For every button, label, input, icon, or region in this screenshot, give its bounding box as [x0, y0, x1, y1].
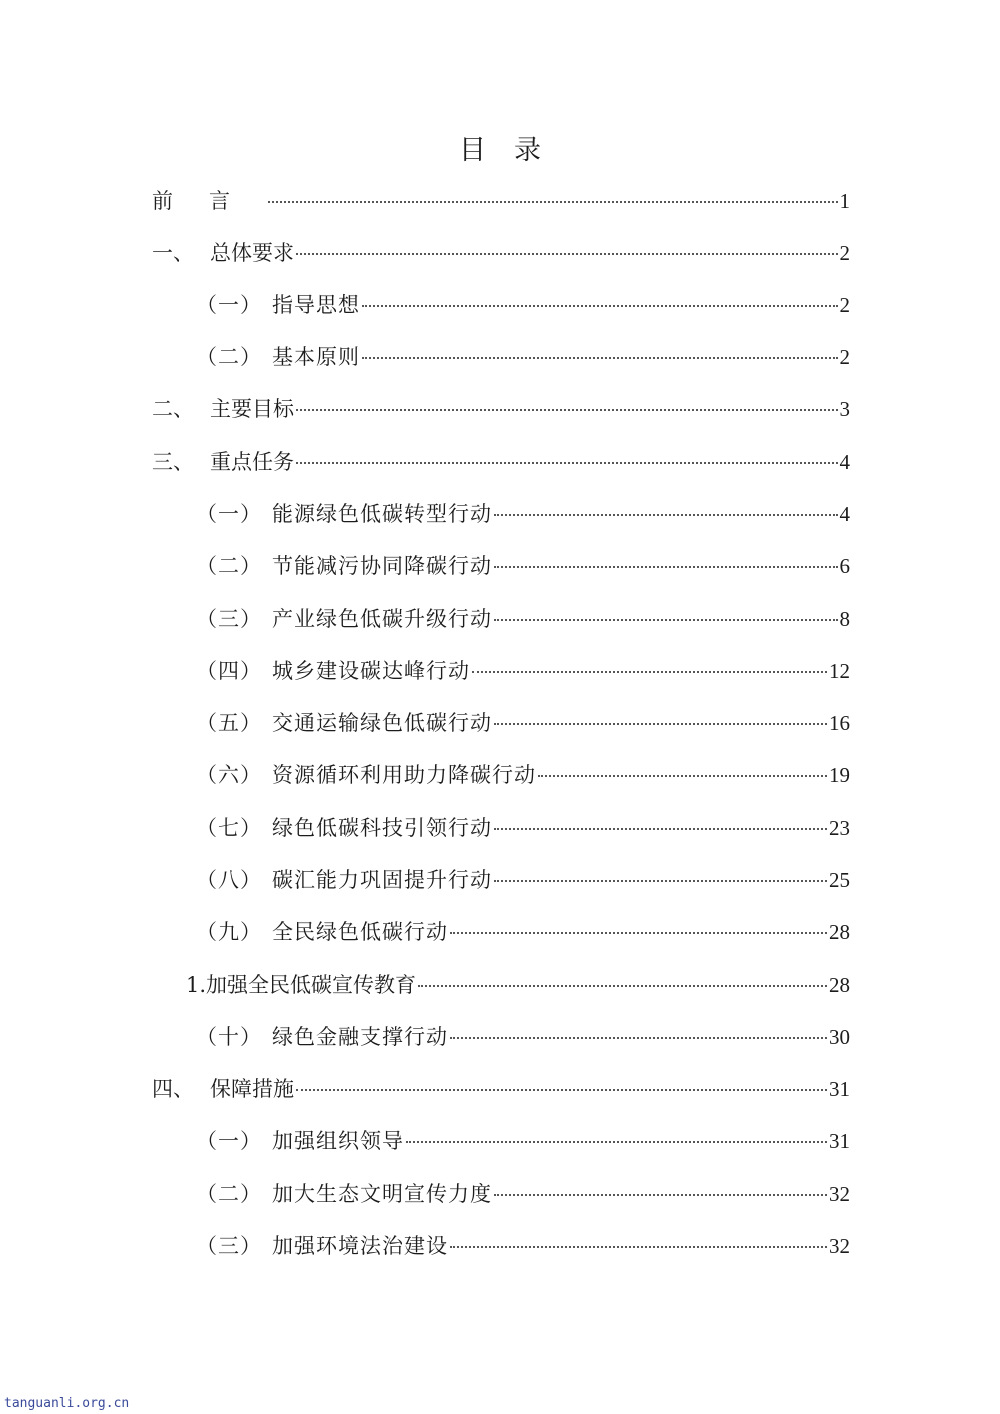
- toc-entry-text: 保障措施: [210, 1077, 294, 1101]
- toc-entry-number: 1.: [186, 973, 207, 997]
- toc-entry[interactable]: [152, 656, 850, 686]
- dot-leader: [538, 775, 827, 777]
- watermark: tanguanli.org.cn: [4, 1396, 130, 1411]
- toc-entry[interactable]: [152, 813, 850, 843]
- toc-entry-number: （五）: [196, 711, 262, 735]
- toc-entry-text: 主要目标: [210, 397, 294, 421]
- toc-entry-page: 1: [839, 189, 850, 213]
- toc-entry-page: 6: [839, 554, 850, 578]
- toc-entry-number: （二）: [196, 345, 262, 369]
- dot-leader: [450, 1246, 827, 1248]
- toc-entry-page: 4: [839, 502, 850, 526]
- dot-leader: [296, 409, 838, 411]
- page-title: 目录: [459, 135, 569, 166]
- dot-leader: [494, 1194, 827, 1196]
- toc-entry-text: 资源循环利用助力降碳行动: [272, 763, 536, 787]
- toc-entry-number: 四、: [152, 1077, 194, 1101]
- toc-entry-text: 总体要求: [210, 241, 294, 265]
- toc-entry-number: （一）: [196, 293, 262, 317]
- toc-entry-number: （二）: [196, 554, 262, 578]
- toc-entry[interactable]: [152, 290, 850, 320]
- toc-entry-page: 31: [829, 1077, 850, 1101]
- dot-leader: [472, 671, 827, 673]
- dot-leader: [494, 828, 827, 830]
- toc-entry-number: （七）: [196, 816, 262, 840]
- toc-entry-number: （三）: [196, 1234, 262, 1258]
- toc-entry-page: 4: [839, 450, 850, 474]
- toc-entry-page: 2: [839, 241, 850, 265]
- dot-leader: [450, 1037, 827, 1039]
- toc-entry-page: 28: [829, 920, 850, 944]
- toc-entry[interactable]: [152, 760, 850, 790]
- toc-entry-text: 碳汇能力巩固提升行动: [272, 868, 492, 892]
- toc-entry-page: 23: [829, 816, 850, 840]
- toc-entry[interactable]: [152, 1231, 850, 1261]
- toc-entry-text: 绿色金融支撑行动: [272, 1025, 448, 1049]
- dot-leader: [268, 201, 838, 203]
- dot-leader: [296, 1089, 827, 1091]
- dot-leader: [362, 305, 838, 307]
- toc-entry[interactable]: [152, 551, 850, 581]
- toc-entry[interactable]: [152, 1179, 850, 1209]
- toc-entry-text: 产业绿色低碳升级行动: [272, 607, 492, 631]
- dot-leader: [494, 566, 838, 568]
- toc-entry-text: 城乡建设碳达峰行动: [272, 659, 470, 683]
- toc-entry-text: 绿色低碳科技引领行动: [272, 816, 492, 840]
- toc-entry-text: 加强组织领导: [272, 1129, 404, 1153]
- toc-entry-number: （四）: [196, 659, 262, 683]
- toc-entry[interactable]: [152, 394, 850, 424]
- toc-entry-page: 8: [839, 607, 850, 631]
- toc-entry-number: 二、: [152, 397, 194, 421]
- toc-entry-text: 加强全民低碳宣传教育: [206, 973, 417, 997]
- toc-entry-text: 加大生态文明宣传力度: [272, 1182, 492, 1206]
- toc-entry-page: 2: [839, 293, 850, 317]
- toc-entry[interactable]: [152, 186, 850, 216]
- toc-entry-number: （一）: [196, 1129, 262, 1153]
- dot-leader: [494, 723, 827, 725]
- toc-entry[interactable]: [152, 917, 850, 947]
- toc-entry-number: 三、: [152, 450, 194, 474]
- dot-leader: [418, 985, 827, 987]
- toc-entry-number: （十）: [196, 1025, 262, 1049]
- toc-entry[interactable]: [152, 1022, 850, 1052]
- toc-entry[interactable]: [152, 1126, 850, 1156]
- toc-entry-page: 28: [829, 973, 850, 997]
- toc-entry-page: 32: [829, 1182, 850, 1206]
- dot-leader: [296, 462, 838, 464]
- toc-entry-page: 16: [829, 711, 850, 735]
- toc-entry-page: 31: [829, 1129, 850, 1153]
- toc-entry-number: （二）: [196, 1182, 262, 1206]
- toc-entry-text: 加强环境法治建设: [272, 1234, 448, 1258]
- toc-entry-page: 12: [829, 659, 850, 683]
- toc-entry-page: 3: [839, 397, 850, 421]
- dot-leader: [494, 514, 838, 516]
- toc-entry-text: 重点任务: [210, 450, 294, 474]
- toc-entry[interactable]: [152, 604, 850, 634]
- toc-entry-page: 2: [839, 345, 850, 369]
- dot-leader: [406, 1141, 827, 1143]
- toc-entry[interactable]: [152, 447, 850, 477]
- dot-leader: [450, 932, 827, 934]
- toc-entry-page: 25: [829, 868, 850, 892]
- toc-entry[interactable]: [152, 499, 850, 529]
- toc-entry[interactable]: [152, 238, 850, 268]
- toc-entry[interactable]: [152, 342, 850, 372]
- toc-entry[interactable]: [152, 1074, 850, 1104]
- dot-leader: [494, 619, 838, 621]
- toc-entry-page: 32: [829, 1234, 850, 1258]
- toc-entry[interactable]: [152, 708, 850, 738]
- toc-entry-text: 交通运输绿色低碳行动: [272, 711, 492, 735]
- toc-entry-text: 前言: [152, 189, 266, 213]
- toc-entry-text: 全民绿色低碳行动: [272, 920, 448, 944]
- dot-leader: [296, 253, 838, 255]
- dot-leader: [494, 880, 827, 882]
- toc-entry[interactable]: [152, 865, 850, 895]
- toc-entry-text: 指导思想: [272, 293, 360, 317]
- toc-entry-text: 节能减污协同降碳行动: [272, 554, 492, 578]
- dot-leader: [362, 357, 838, 359]
- toc-entry-text: 基本原则: [272, 345, 360, 369]
- toc-entry-number: （八）: [196, 868, 262, 892]
- toc-entry-number: 一、: [152, 241, 194, 265]
- toc-entry-page: 19: [829, 763, 850, 787]
- toc-entry-page: 30: [829, 1025, 850, 1049]
- toc-entry-number: （一）: [196, 502, 262, 526]
- toc-entry-number: （九）: [196, 920, 262, 944]
- toc-entry[interactable]: [152, 970, 850, 1000]
- toc-entry-number: （三）: [196, 607, 262, 631]
- toc-entry-text: 能源绿色低碳转型行动: [272, 502, 492, 526]
- toc-entry-number: （六）: [196, 763, 262, 787]
